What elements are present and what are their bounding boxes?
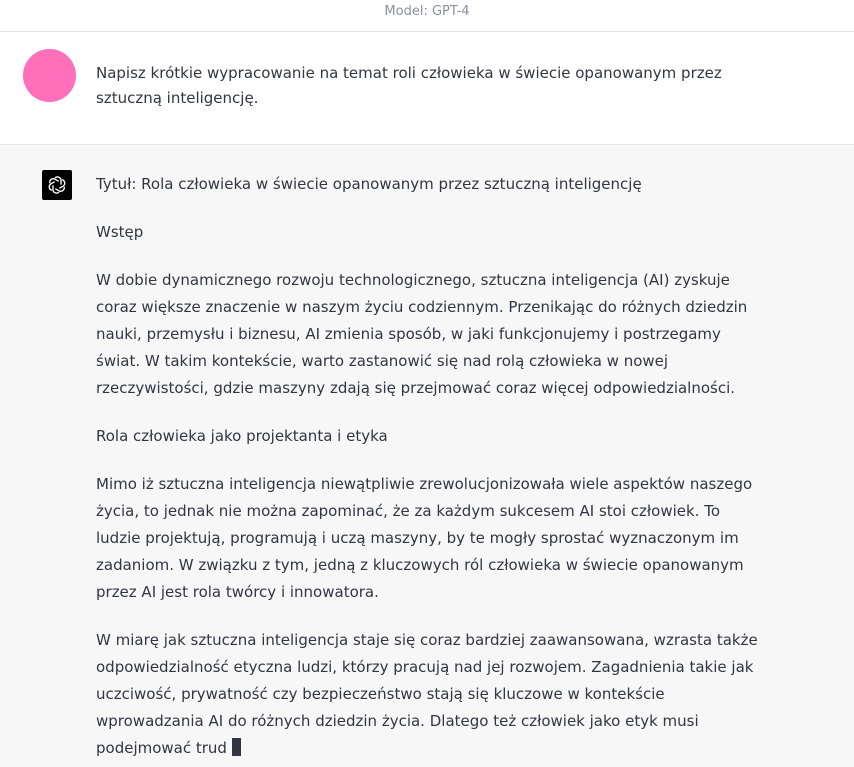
paragraph-intro: W dobie dynamicznego rozwoju technologicznego, sztuczna inteligencja (AI) zyskuje coraz większe znaczenie w naszym życiu codziennym. Przenikając do różnych dziedzin nauki, przemysłu i biznesu, AI zmienia sposób, w jaki funkcjonujemy i postrzegamy świat. W takim kontekście, warto zastanowić się nad rolą człowieka w nowej rzeczywistości, gdzie maszyny zdają się przejmować coraz więcej odpowiedzialności. [96, 271, 748, 397]
user-message [0, 32, 854, 145]
user-avatar [23, 49, 76, 102]
user-message-text: Napisz krótkie wypracowanie na temat roli człowieka w świecie opanowanym przez sztuczną inteligencję. [96, 64, 722, 107]
section-heading-role: Rola człowieka jako projektanta i etyka [96, 427, 388, 445]
paragraph-role-creator: Mimo iż sztuczna inteligencja niewątpliwie zrewolucjonizowała wiele aspektów naszego życia, to jednak nie można zapominać, że za każdym sukcesem AI stoi człowiek. To ludzie projektują, programują i uczą maszyny, by te mogły sprostać wyznaczonym im zadaniom. W związku z tym, jedną z kluczowych ról człowieka w świecie opanowanym przez AI jest rola twórcy i innowatora. [96, 475, 753, 601]
assistant-message [0, 145, 854, 767]
assistant-message-text [96, 171, 766, 767]
model-label: Model: GPT-4 [384, 4, 470, 19]
model-header [0, 0, 854, 32]
typing-cursor [232, 738, 241, 756]
response-title: Tytuł: Rola człowieka w świecie opanowanym przez sztuczną inteligencję [96, 175, 642, 193]
paragraph-role-ethics [96, 627, 766, 762]
openai-logo-icon [42, 170, 72, 200]
paragraph-role-ethics-text: W miarę jak sztuczna inteligencja staje się coraz bardziej zaawansowana, wzrasta także odpowiedzialność etyczna ludzi, którzy pracują nad jej rozwojem. Zagadnienia takie jak uczciwość, prywatność czy bezpieczeństwo stają się kluczowe w kontekście wprowadzania AI do różnych dziedzin życia. Dlatego też człowiek jako etyk musi podejmować trud [96, 631, 758, 757]
section-heading-intro: Wstęp [96, 223, 144, 241]
